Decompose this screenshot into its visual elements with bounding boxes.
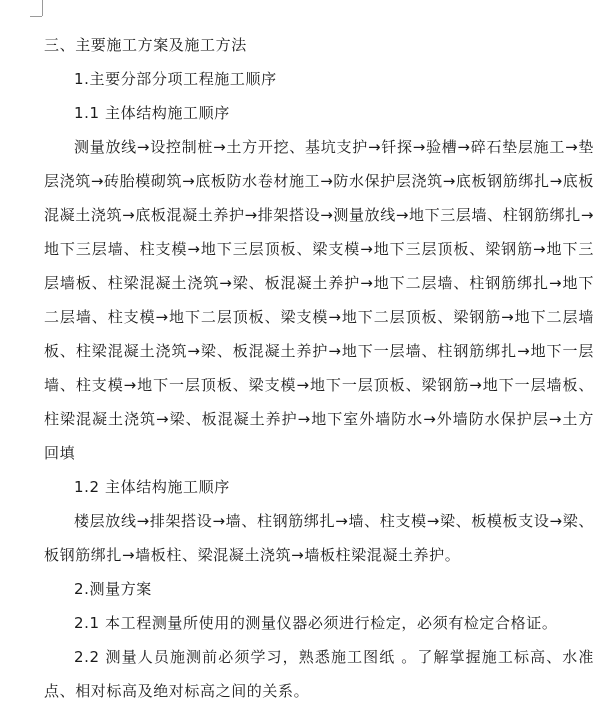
paragraph: 2.2 测量人员施测前必须学习，熟悉施工图纸 。了解掌握施工标高、水准点、相对标高及绝对标高之间的关系。	[44, 648, 594, 700]
subsection-heading: 1.1 主体结构施工顺序	[74, 104, 230, 122]
paragraph: 测量放线→设控制桩→土方开挖、基坑支护→钎探→验槽→碎石垫层施工→垫层浇筑→砖胎模砌筑→底板防水卷材施工→防水保护层浇筑→底板钢筋绑扎→底板混凝土浇筑→底板混凝土养护→排架搭设→测量放线→地下三层墙、柱钢筋绑扎→地下三层墙、柱支模→地下三层顶板、梁支模→地下三层顶板、梁钢筋→地下三层墙板、柱梁混凝土浇筑→梁、板混凝土养护→地下二层墙、柱钢筋绑扎→地下二层墙、柱支模→地下二层顶板、梁支模→地下二层顶板、梁钢筋→地下二层墙板、柱梁混凝土浇筑→梁、板混凝土养护→地下一层墙、柱钢筋绑扎→地下一层墙、柱支模→地下一层顶板、梁支模→地下一层顶板、梁钢筋→地下一层墙板、柱梁混凝土浇筑→梁、板混凝土养护→地下室外墙防水→外墙防水保护层→土方回填	[44, 138, 594, 462]
margin-corner-mark	[42, 0, 43, 16]
margin-corner-mark-horizontal	[30, 16, 42, 17]
section-title: 三、主要施工方案及施工方法	[44, 36, 247, 54]
paragraph: 楼层放线→排架搭设→墙、柱钢筋绑扎→墙、柱支模→梁、板模板支设→梁、板钢筋绑扎→墙板柱、梁混凝土浇筑→墙板柱梁混凝土养护。	[44, 512, 594, 564]
subsection-heading: 1.2 主体结构施工顺序	[74, 478, 230, 496]
subsection-heading: 2.测量方案	[74, 580, 152, 598]
subsection-heading: 1.主要分部分项工程施工顺序	[74, 70, 277, 88]
document-body	[44, 28, 594, 708]
paragraph: 2.1 本工程测量所使用的测量仪器必须进行检定，必须有检定合格证。	[74, 614, 558, 632]
